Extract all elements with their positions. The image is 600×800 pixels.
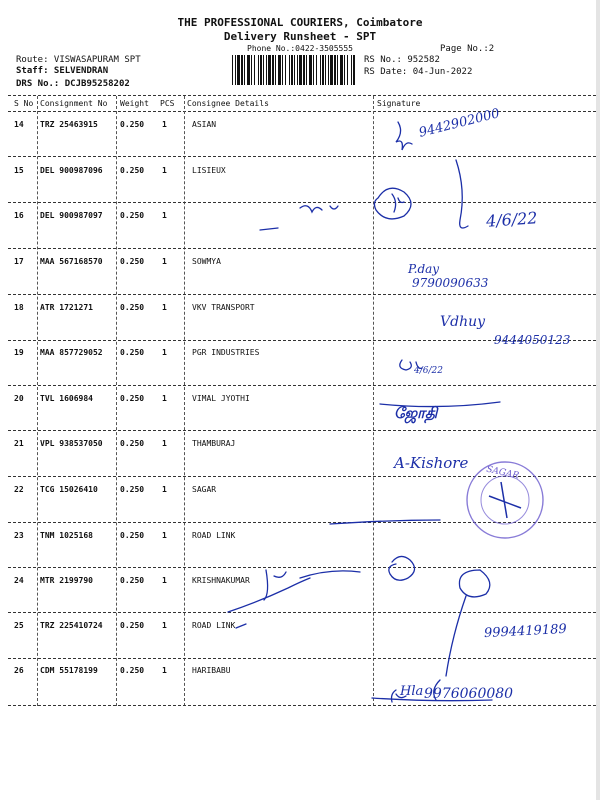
row-consignment: MTR 2199790 — [40, 576, 93, 585]
row-sno: 19 — [14, 348, 24, 357]
handwritten-signature: Hla — [400, 684, 424, 699]
row-consignment: DEL 900987096 — [40, 166, 103, 175]
row-weight: 0.250 — [120, 211, 145, 220]
row-consignment: TNM 1025168 — [40, 531, 93, 540]
signature-loop — [374, 188, 411, 219]
row-consignment: TVL 1606984 — [40, 394, 93, 403]
row-sno: 14 — [14, 120, 24, 129]
row-consignee: ROAD LINK — [192, 531, 236, 540]
staff: Staff: SELVENDRAN — [16, 66, 109, 76]
handwritten-phone: 9790090633 — [412, 276, 489, 290]
row-weight: 0.250 — [120, 666, 145, 675]
route: Route: VISWASAPURAM SPT — [16, 55, 141, 65]
row-weight: 0.250 — [120, 303, 145, 312]
handwritten-date: 4/6/22 — [485, 208, 539, 231]
row-pcs: 1 — [162, 348, 167, 357]
col-signature: Signature — [377, 99, 421, 108]
col-pcs: PCS — [160, 99, 175, 108]
handwritten-date: 4/6/22 — [414, 366, 443, 376]
row-consignee: THAMBURAJ — [192, 439, 236, 448]
signature-loop — [389, 556, 415, 580]
row-pcs: 1 — [162, 257, 167, 266]
row-consignment: CDM 55178199 — [40, 666, 98, 675]
ink-stroke — [330, 520, 440, 524]
drs-number: DRS No.: DCJB95258202 — [16, 79, 130, 89]
row-pcs: 1 — [162, 120, 167, 129]
ink-stroke — [456, 160, 468, 228]
handwritten-signature: ஜோதி — [394, 404, 438, 422]
row-consignment: TRZ 25463915 — [40, 120, 98, 129]
col-weight: Weight — [120, 99, 149, 108]
row-consignment: DEL 900987097 — [40, 211, 103, 220]
page-number: Page No.:2 — [440, 44, 495, 54]
row-weight: 0.250 — [120, 394, 145, 403]
col-consignment: Consignment No — [40, 99, 108, 108]
row-weight: 0.250 — [120, 257, 145, 266]
handwritten-phone: 9994419189 — [483, 621, 568, 642]
col-sno: S No — [14, 99, 34, 108]
row-consignment: MAA 567168570 — [40, 257, 103, 266]
row-consignee: LISIEUX — [192, 166, 226, 175]
row-pcs: 1 — [162, 666, 167, 675]
ink-stroke — [260, 228, 278, 230]
rs-date: RS Date: 04-Jun-2022 — [364, 67, 473, 77]
row-weight: 0.250 — [120, 576, 145, 585]
row-weight: 0.250 — [120, 531, 145, 540]
rs-number: RS No.: 952582 — [364, 55, 440, 65]
row-pcs: 1 — [162, 211, 167, 220]
row-sno: 24 — [14, 576, 24, 585]
handwritten-signature: Vdhuy — [440, 314, 486, 330]
row-consignment: VPL 938537050 — [40, 439, 103, 448]
row-consignment: MAA 857729052 — [40, 348, 103, 357]
row-pcs: 1 — [162, 439, 167, 448]
phone-number: Phone No.:0422-3505555 — [247, 44, 353, 53]
row-consignee: HARIBABU — [192, 666, 231, 675]
row-pcs: 1 — [162, 166, 167, 175]
row-sno: 25 — [14, 621, 24, 630]
handwritten-signature: A-Kishore — [394, 454, 469, 472]
row-consignment: ATR 1721271 — [40, 303, 93, 312]
row-weight: 0.250 — [120, 348, 145, 357]
row-weight: 0.250 — [120, 120, 145, 129]
row-weight: 0.250 — [120, 485, 145, 494]
col-consignee: Consignee Details — [187, 99, 269, 108]
handwritten-phone: 9442902000 — [417, 106, 502, 141]
row-consignee: PGR INDUSTRIES — [192, 348, 260, 357]
row-sno: 17 — [14, 257, 24, 266]
ink-stroke — [236, 624, 246, 628]
ink-stroke — [228, 578, 310, 612]
row-pcs: 1 — [162, 485, 167, 494]
signature-loop — [459, 570, 489, 597]
row-consignee: ASIAN — [192, 120, 217, 129]
row-sno: 16 — [14, 211, 24, 220]
row-weight: 0.250 — [120, 439, 145, 448]
handwritten-phone: 9444050123 — [494, 333, 571, 347]
row-sno: 15 — [14, 166, 24, 175]
runsheet-title: Delivery Runsheet - SPT — [223, 30, 377, 43]
row-consignee: KRISHNAKUMAR — [192, 576, 250, 585]
row-consignee: ROAD LINK — [192, 621, 236, 630]
row-pcs: 1 — [162, 303, 167, 312]
row-sno: 22 — [14, 485, 24, 494]
row-pcs: 1 — [162, 621, 167, 630]
ink-stroke — [392, 194, 404, 212]
row-consignee: VIMAL JYOTHI — [192, 394, 250, 403]
row-weight: 0.250 — [120, 166, 145, 175]
row-consignment: TCG 15026410 — [40, 485, 98, 494]
row-sno: 26 — [14, 666, 24, 675]
stamp-text: SAGAR — [485, 464, 520, 482]
ink-stroke — [300, 571, 360, 578]
row-weight: 0.250 — [120, 621, 145, 630]
signature-scribble — [396, 122, 412, 150]
handwritten-phone: 9976060080 — [424, 686, 514, 702]
row-pcs: 1 — [162, 531, 167, 540]
row-pcs: 1 — [162, 394, 167, 403]
row-consignee: VKV TRANSPORT — [192, 303, 255, 312]
row-consignment: TRZ 225410724 — [40, 621, 103, 630]
ink-stroke — [264, 570, 286, 600]
company-name: THE PROFESSIONAL COURIERS, Coimbatore — [177, 16, 423, 29]
signature-scribble — [300, 206, 338, 212]
row-sno: 23 — [14, 531, 24, 540]
ink-stroke — [446, 596, 466, 676]
row-pcs: 1 — [162, 576, 167, 585]
row-sno: 21 — [14, 439, 24, 448]
row-consignee: SAGAR — [192, 485, 217, 494]
row-sno: 18 — [14, 303, 24, 312]
handwritten-signature: P.day — [408, 262, 440, 276]
scan-edge — [596, 0, 600, 800]
row-consignee: SOWMYA — [192, 257, 221, 266]
row-sno: 20 — [14, 394, 24, 403]
